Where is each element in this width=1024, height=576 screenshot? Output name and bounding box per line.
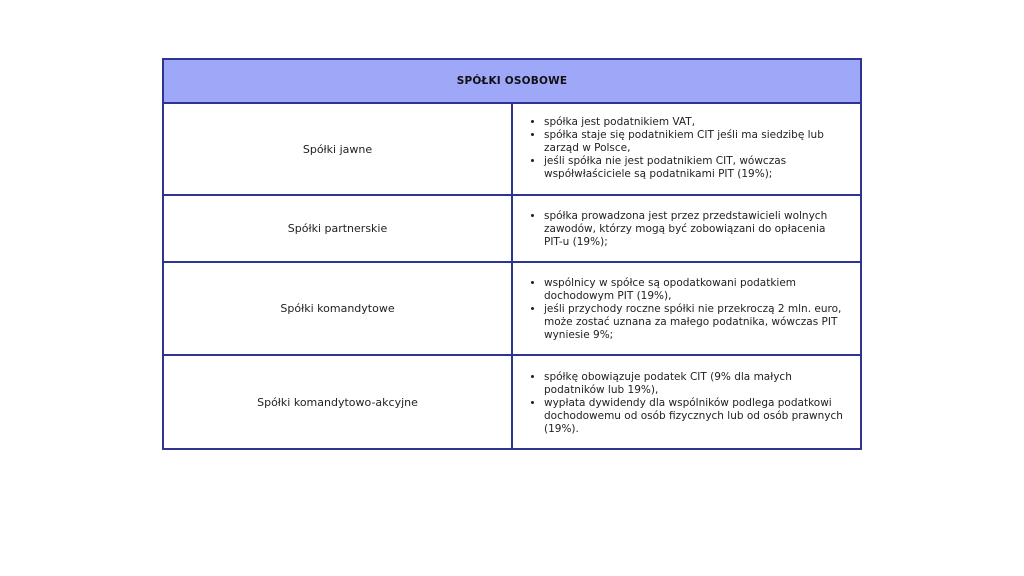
row-label: Spółki jawne <box>163 103 512 195</box>
bullet-list <box>513 196 860 261</box>
table-row <box>163 262 861 355</box>
table-header-row <box>163 59 861 103</box>
table-row <box>163 103 861 195</box>
bullet-list <box>513 263 860 354</box>
row-content <box>512 195 861 262</box>
list-item: • jeśli przychody roczne spółki nie przekroczą 2 mln. euro, może zostać uznana za małego podatnika, wówczas PIT wyniesie 9%; <box>544 303 846 342</box>
list-item: • jeśli spółka nie jest podatnikiem CIT, wówczas współwłaściciele są podatnikami PIT (19%); <box>544 155 846 181</box>
table-row <box>163 195 861 262</box>
list-item: • wspólnicy w spółce są opodatkowani podatkiem dochodowym PIT (19%), <box>544 277 846 303</box>
bullet-list <box>513 356 860 448</box>
tax-table-container <box>162 58 862 450</box>
partnership-tax-table <box>162 58 862 450</box>
row-content <box>512 103 861 195</box>
list-item: • spółkę obowiązuje podatek CIT (9% dla małych podatników lub 19%), <box>544 371 846 397</box>
list-item: • spółka prowadzona jest przez przedstawicieli wolnych zawodów, którzy mogą być zobowiązani do opłacenia PIT-u (19%); <box>544 210 846 249</box>
table-title: SPÓŁKI OSOBOWE <box>163 59 861 103</box>
row-content <box>512 262 861 355</box>
list-item: • spółka jest podatnikiem VAT, <box>544 116 846 129</box>
row-content <box>512 355 861 449</box>
list-item: • spółka staje się podatnikiem CIT jeśli ma siedzibę lub zarząd w Polsce, <box>544 129 846 155</box>
bullet-list <box>513 104 860 193</box>
list-item: • wypłata dywidendy dla wspólników podlega podatkowi dochodowemu od osób fizycznych lub od osób prawnych (19%). <box>544 397 846 436</box>
row-label: Spółki komandytowo-akcyjne <box>163 355 512 449</box>
table-row <box>163 355 861 449</box>
row-label: Spółki partnerskie <box>163 195 512 262</box>
row-label: Spółki komandytowe <box>163 262 512 355</box>
